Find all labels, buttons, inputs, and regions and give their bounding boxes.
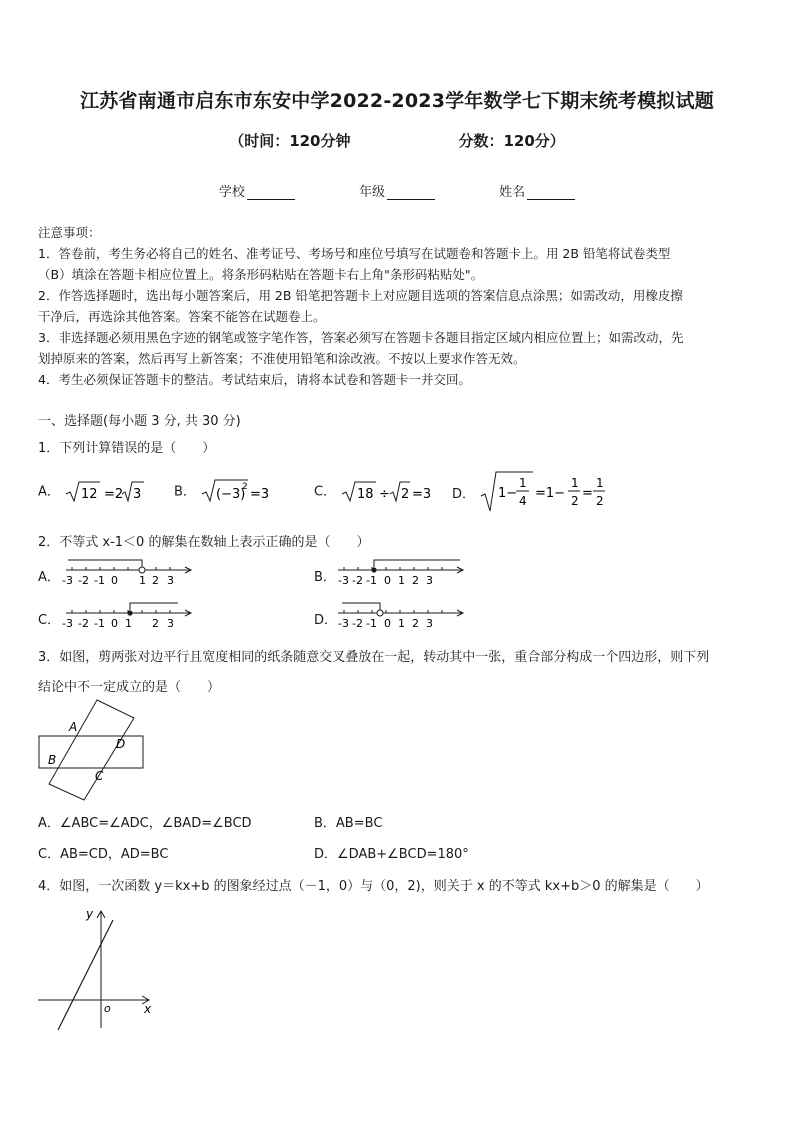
notice-heading: 注意事项： bbox=[38, 225, 101, 240]
q1-option-a[interactable]: A． 12 =2 3 bbox=[38, 478, 144, 506]
exam-title: 江苏省南通市启东市东安中学2022-2023学年数学七下期末统考模拟试题 bbox=[80, 90, 714, 112]
svg-text:1: 1 bbox=[139, 574, 146, 587]
grade-blank bbox=[387, 187, 435, 200]
numerator: 1 bbox=[596, 476, 604, 490]
svg-text:-1: -1 bbox=[94, 617, 105, 630]
q3-option-c[interactable]: C．AB=CD，AD=BC bbox=[38, 847, 169, 862]
svg-text:1: 1 bbox=[398, 617, 405, 630]
point-a: A bbox=[69, 720, 78, 734]
q1-option-d[interactable]: D． 1− 1 4 =1− 1 2 = 1 2 bbox=[452, 470, 609, 514]
question-4-stem: 4．如图，一次函数 y＝kx+b 的图象经过点（－1，0）与（0，2)，则关于 x 的不等式 kx+b＞0 的解集是（ ） bbox=[38, 879, 709, 894]
point-b: B bbox=[48, 753, 57, 767]
radicand: 1− bbox=[498, 486, 518, 501]
radicand: 2 bbox=[401, 487, 410, 502]
svg-text:0: 0 bbox=[111, 617, 118, 630]
q1-c-formula bbox=[340, 478, 430, 506]
q1-a-formula bbox=[64, 478, 144, 506]
svg-text:-2: -2 bbox=[352, 574, 363, 587]
exam-subtitle bbox=[0, 130, 794, 151]
q2-c-number-line bbox=[64, 601, 224, 631]
question-2-stem: 2．不等式 x-1＜0 的解集在数轴上表示正确的是（ ） bbox=[38, 535, 370, 550]
school-field: 学校 bbox=[219, 181, 295, 200]
question-3-stem-line2: 结论中不一定成立的是（ ） bbox=[38, 680, 221, 695]
exponent: 2 bbox=[242, 482, 248, 492]
svg-text:0: 0 bbox=[384, 574, 391, 587]
notice-line: 划掉原来的答案，然后再写上新答案；不准使用铅笔和涂改液。不按以上要求作答无效。 bbox=[38, 351, 526, 366]
notice-block bbox=[38, 222, 758, 390]
equals: =3 bbox=[250, 487, 270, 502]
equals: =1− bbox=[535, 486, 566, 501]
svg-text:2: 2 bbox=[152, 574, 159, 587]
x-axis-label: x bbox=[144, 1002, 152, 1016]
q1-option-c[interactable]: C． 18 ÷ 2 =3 bbox=[314, 478, 430, 506]
question-1-stem: 1．下列计算错误的是（ ） bbox=[38, 441, 216, 456]
svg-text:1: 1 bbox=[398, 574, 405, 587]
score-info: 分数：120分） bbox=[458, 132, 565, 150]
notice-line: 1．答卷前，考生务必将自己的姓名、准考证号、考场号和座位号填写在试题卷和答题卡上。用 2B 铅笔将试卷类型 bbox=[38, 246, 671, 261]
q3-option-b[interactable]: B．AB=BC bbox=[314, 816, 383, 831]
svg-text:-3: -3 bbox=[338, 574, 349, 587]
point-c: C bbox=[95, 769, 104, 783]
svg-text:3: 3 bbox=[426, 574, 433, 587]
q2-b-number-line bbox=[336, 558, 496, 588]
svg-text:-3: -3 bbox=[338, 617, 349, 630]
q2-d-number-line bbox=[336, 601, 496, 631]
equals: =2 bbox=[104, 487, 124, 502]
denominator: 4 bbox=[519, 494, 527, 508]
svg-text:-3: -3 bbox=[62, 617, 73, 630]
name-field: 姓名 bbox=[499, 181, 575, 200]
q3-figure-paper-strips bbox=[36, 698, 156, 804]
svg-text:3: 3 bbox=[426, 617, 433, 630]
svg-text:0: 0 bbox=[384, 617, 391, 630]
denominator: 2 bbox=[571, 494, 579, 508]
svg-text:0: 0 bbox=[111, 574, 118, 587]
radicand: 12 bbox=[81, 487, 98, 502]
svg-text:2: 2 bbox=[412, 617, 419, 630]
svg-text:2: 2 bbox=[152, 617, 159, 630]
y-axis-label: y bbox=[86, 907, 94, 921]
radicand: 3 bbox=[133, 487, 142, 502]
svg-text:3: 3 bbox=[167, 574, 174, 587]
student-info-fields bbox=[0, 181, 794, 200]
notice-line: 4．考生必须保证答题卡的整洁。考试结束后，请将本试卷和答题卡一并交回。 bbox=[38, 372, 471, 387]
equals: = bbox=[582, 486, 594, 501]
grade-field: 年级 bbox=[359, 181, 435, 200]
school-blank bbox=[247, 187, 295, 200]
notice-line: 2．作答选择题时，选出每小题答案后，用 2B 铅笔把答题卡上对应题目选项的答案信息点涂黑；如需改动，用橡皮擦 bbox=[38, 288, 683, 303]
numerator: 1 bbox=[571, 476, 579, 490]
svg-text:-2: -2 bbox=[78, 617, 89, 630]
q1-option-b[interactable]: B． (−3) 2 =3 bbox=[174, 478, 280, 506]
svg-text:3: 3 bbox=[167, 617, 174, 630]
svg-text:-2: -2 bbox=[352, 617, 363, 630]
svg-text:-2: -2 bbox=[78, 574, 89, 587]
time-info: （时间：120分钟 bbox=[229, 132, 351, 150]
svg-text:-3: -3 bbox=[62, 574, 73, 587]
point-d: D bbox=[116, 737, 126, 751]
q3-option-d[interactable]: D．∠DAB+∠BCD=180° bbox=[314, 847, 469, 862]
q1-b-formula bbox=[200, 478, 280, 506]
q3-option-a[interactable]: A．∠ABC=∠ADC，∠BAD=∠BCD bbox=[38, 816, 252, 831]
section-title: 一、选择题(每小题 3 分, 共 30 分) bbox=[38, 414, 241, 429]
notice-line: 干净后，再选涂其他答案。答案不能答在试题卷上。 bbox=[38, 309, 326, 324]
origin-label: o bbox=[104, 1002, 111, 1015]
divide: ÷ bbox=[379, 487, 391, 502]
svg-text:-1: -1 bbox=[366, 617, 377, 630]
notice-line: （B）填涂在答题卡相应位置上。将条形码粘贴在答题卡右上角"条形码粘贴处"。 bbox=[38, 267, 484, 282]
name-blank bbox=[527, 187, 575, 200]
notice-line: 3．非选择题必须用黑色字迹的钢笔或签字笔作答，答案必须写在答题卡各题目指定区域内相应位置上；如需改动，先 bbox=[38, 330, 684, 345]
svg-text:2: 2 bbox=[412, 574, 419, 587]
radicand: 18 bbox=[357, 487, 374, 502]
question-3-stem-line1: 3．如图，剪两张对边平行且宽度相同的纸条随意交叉叠放在一起，转动其中一张，重合部分构成一个四边形，则下列 bbox=[38, 650, 710, 665]
svg-text:-1: -1 bbox=[94, 574, 105, 587]
denominator: 2 bbox=[596, 494, 604, 508]
equals: =3 bbox=[412, 487, 432, 502]
numerator: 1 bbox=[519, 476, 527, 490]
q4-figure-linear-function-graph bbox=[36, 904, 166, 1032]
q1-d-formula bbox=[479, 470, 609, 514]
svg-text:1: 1 bbox=[125, 617, 132, 630]
q2-a-number-line bbox=[64, 558, 224, 588]
svg-text:-1: -1 bbox=[366, 574, 377, 587]
radicand: (−3) bbox=[216, 487, 246, 502]
